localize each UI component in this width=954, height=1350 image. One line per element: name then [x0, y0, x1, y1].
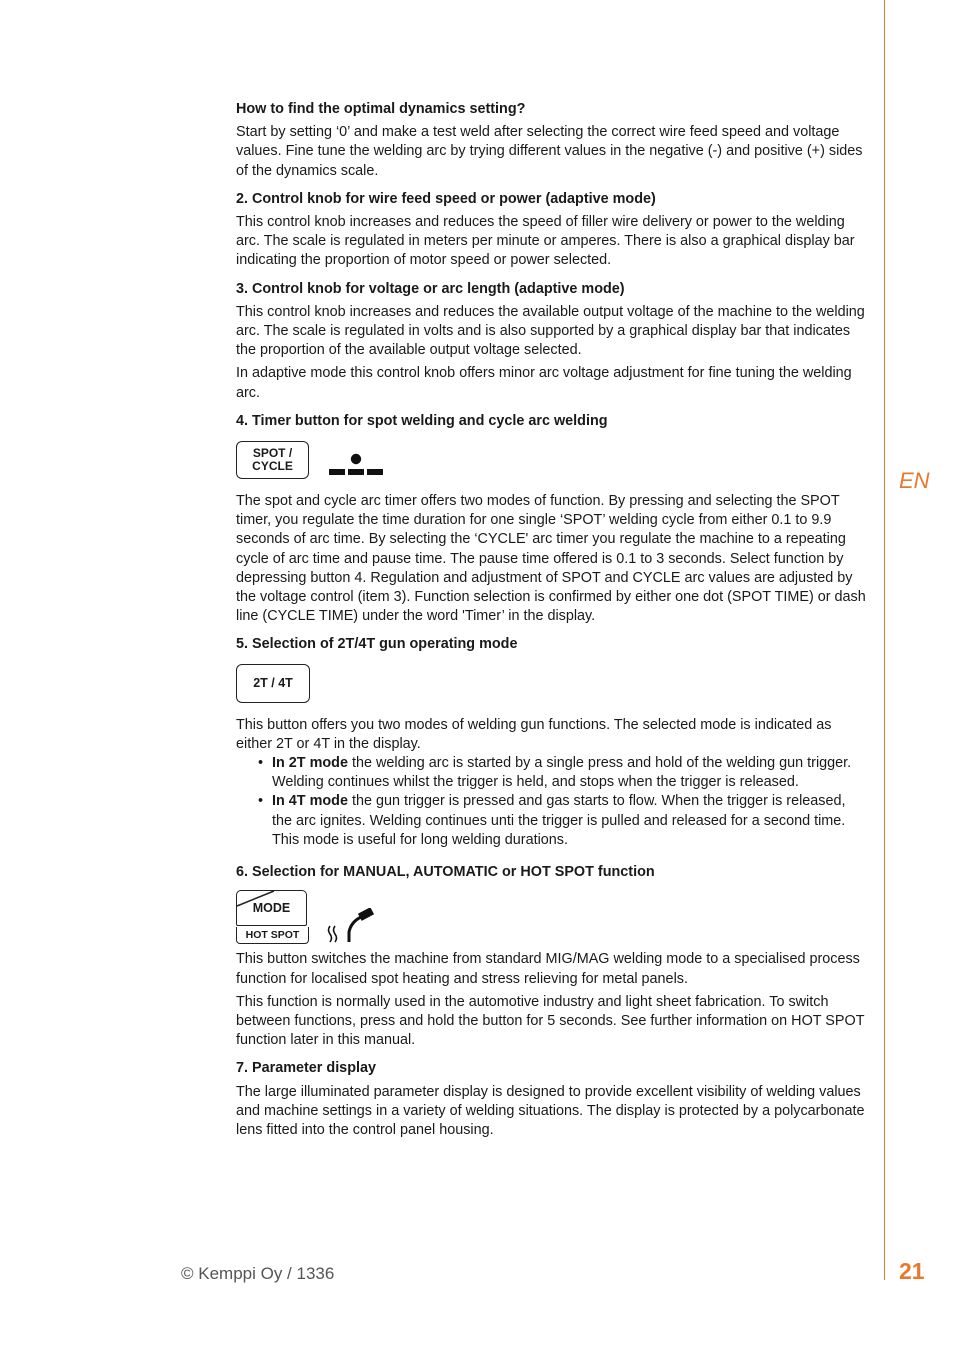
list-item-bold: In 4T mode: [272, 793, 348, 810]
mode-hot-spot-button: [236, 890, 307, 944]
section-parameter-display: [236, 1059, 866, 1140]
language-tab: EN: [899, 468, 930, 493]
list-item: [272, 754, 866, 792]
paragraph: The spot and cycle arc timer offers two modes of function. By pressing and selecting the SPOT timer, you regulate the time duration for one single ‘SPOT’ welding cycle from either 0.1 to 9.9 seconds of arc time. By selecting the ‘CYCLE' arc timer you regulate the machine to a repeating cycle of arc time and pause time. The pause time offered is 0.1 to 3 seconds. Select function by depressing button 4. Regulation and adjustment of SPOT and CYCLE arc values are adjusted by the voltage control (item 3). Function selection is confirmed by either one dot (SPOT TIME) or dash line (CYCLE TIME) under the word 'Timer’ in the display.: [236, 493, 866, 625]
paragraph: This function is normally used in the automotive industry and light sheet fabrication. To switch between functions, press and hold the button for 5 seconds. See further information on HOT SPOT function later in this manual.: [236, 993, 865, 1049]
paragraph: This control knob increases and reduces the available output voltage of the machine to the welding arc. The scale is regulated in volts and is also supported by a graphical display bar that indicates the proportion of the available output voltage selected.: [236, 303, 865, 359]
list-item: [272, 792, 866, 850]
2t-4t-button: 2T / 4T: [236, 664, 310, 703]
spot-cycle-button: [236, 441, 309, 479]
section-mode-hot-spot: [236, 863, 866, 1050]
paragraph: The large illuminated parameter display is designed to provide excellent visibility of welding values and machine settings in a variety of welding situations. The display is protected by a polycarbonate lens fitted into the control panel housing.: [236, 1083, 865, 1138]
paragraph: In adaptive mode this control knob offers minor arc voltage adjustment for fine tuning the welding arc.: [236, 365, 852, 401]
section-voltage-knob: [236, 280, 866, 403]
section-title: 5. Selection of 2T/4T gun operating mode: [236, 636, 518, 653]
section-2t4t: [236, 635, 866, 850]
button-label-line1: SPOT /: [252, 446, 293, 461]
timer-icon-row: [236, 435, 866, 479]
paragraph: This button offers you two modes of welding gun functions. The selected mode is indicated as either 2T or 4T in the display.: [236, 716, 832, 752]
list-item-text: the gun trigger is pressed and gas starts to flow. When the trigger is released, the arc ignites. Welding continues unti the trigger is pulled and released for a second time. This mode is useful for long welding durations.: [272, 793, 846, 848]
button-label-line2: CYCLE: [252, 459, 293, 474]
paragraph: This control knob increases and reduces the speed of filler wire delivery or power to the welding arc. The scale is regulated in meters per minute or amperes. There is also a graphical display bar indicating the proportion of motor speed or power selected.: [236, 214, 855, 269]
section-timer-button: [236, 412, 866, 627]
section-wire-feed-knob: [236, 190, 866, 271]
main-content: [236, 100, 866, 1149]
list-item-text: the welding arc is started by a single press and hold of the welding gun trigger. Welding continues whilst the trigger is held, and stops when the trigger is released.: [272, 755, 852, 791]
mode-icon-row: [236, 886, 866, 944]
hot-spot-label: HOT SPOT: [236, 927, 309, 944]
section-title: 2. Control knob for wire feed speed or power (adaptive mode): [236, 190, 656, 207]
section-dynamics: [236, 100, 866, 181]
list-item-bold: In 2T mode: [272, 755, 348, 772]
paragraph: Start by setting ‘0’ and make a test weld after selecting the correct wire feed speed and voltage values. Fine tune the welding arc by trying different values in the negative (-) and positive (+) sides of the dynamics scale.: [236, 124, 863, 179]
section-title: 3. Control knob for voltage or arc length (adaptive mode): [236, 280, 625, 297]
paragraph: This button switches the machine from standard MIG/MAG welding mode to a specialised process function for localised spot heating and stress relieving for metal panels.: [236, 951, 860, 987]
margin-rule: [884, 0, 885, 1280]
mode-label: MODE: [236, 890, 307, 926]
spot-cycle-icon: [327, 453, 385, 479]
section-title: 6. Selection for MANUAL, AUTOMATIC or HOT SPOT function: [236, 864, 655, 881]
section-title: 7. Parameter display: [236, 1060, 376, 1077]
section-title: How to find the optimal dynamics setting?: [236, 101, 526, 117]
footer-copyright: © Kemppi Oy / 1336: [181, 1264, 335, 1283]
hot-spot-torch-icon: [325, 908, 375, 944]
mode-list: [236, 754, 866, 850]
page-number: 21: [899, 1258, 925, 1284]
section-title: 4. Timer button for spot welding and cycle arc welding: [236, 412, 608, 429]
2t4t-icon-row: [236, 659, 866, 703]
